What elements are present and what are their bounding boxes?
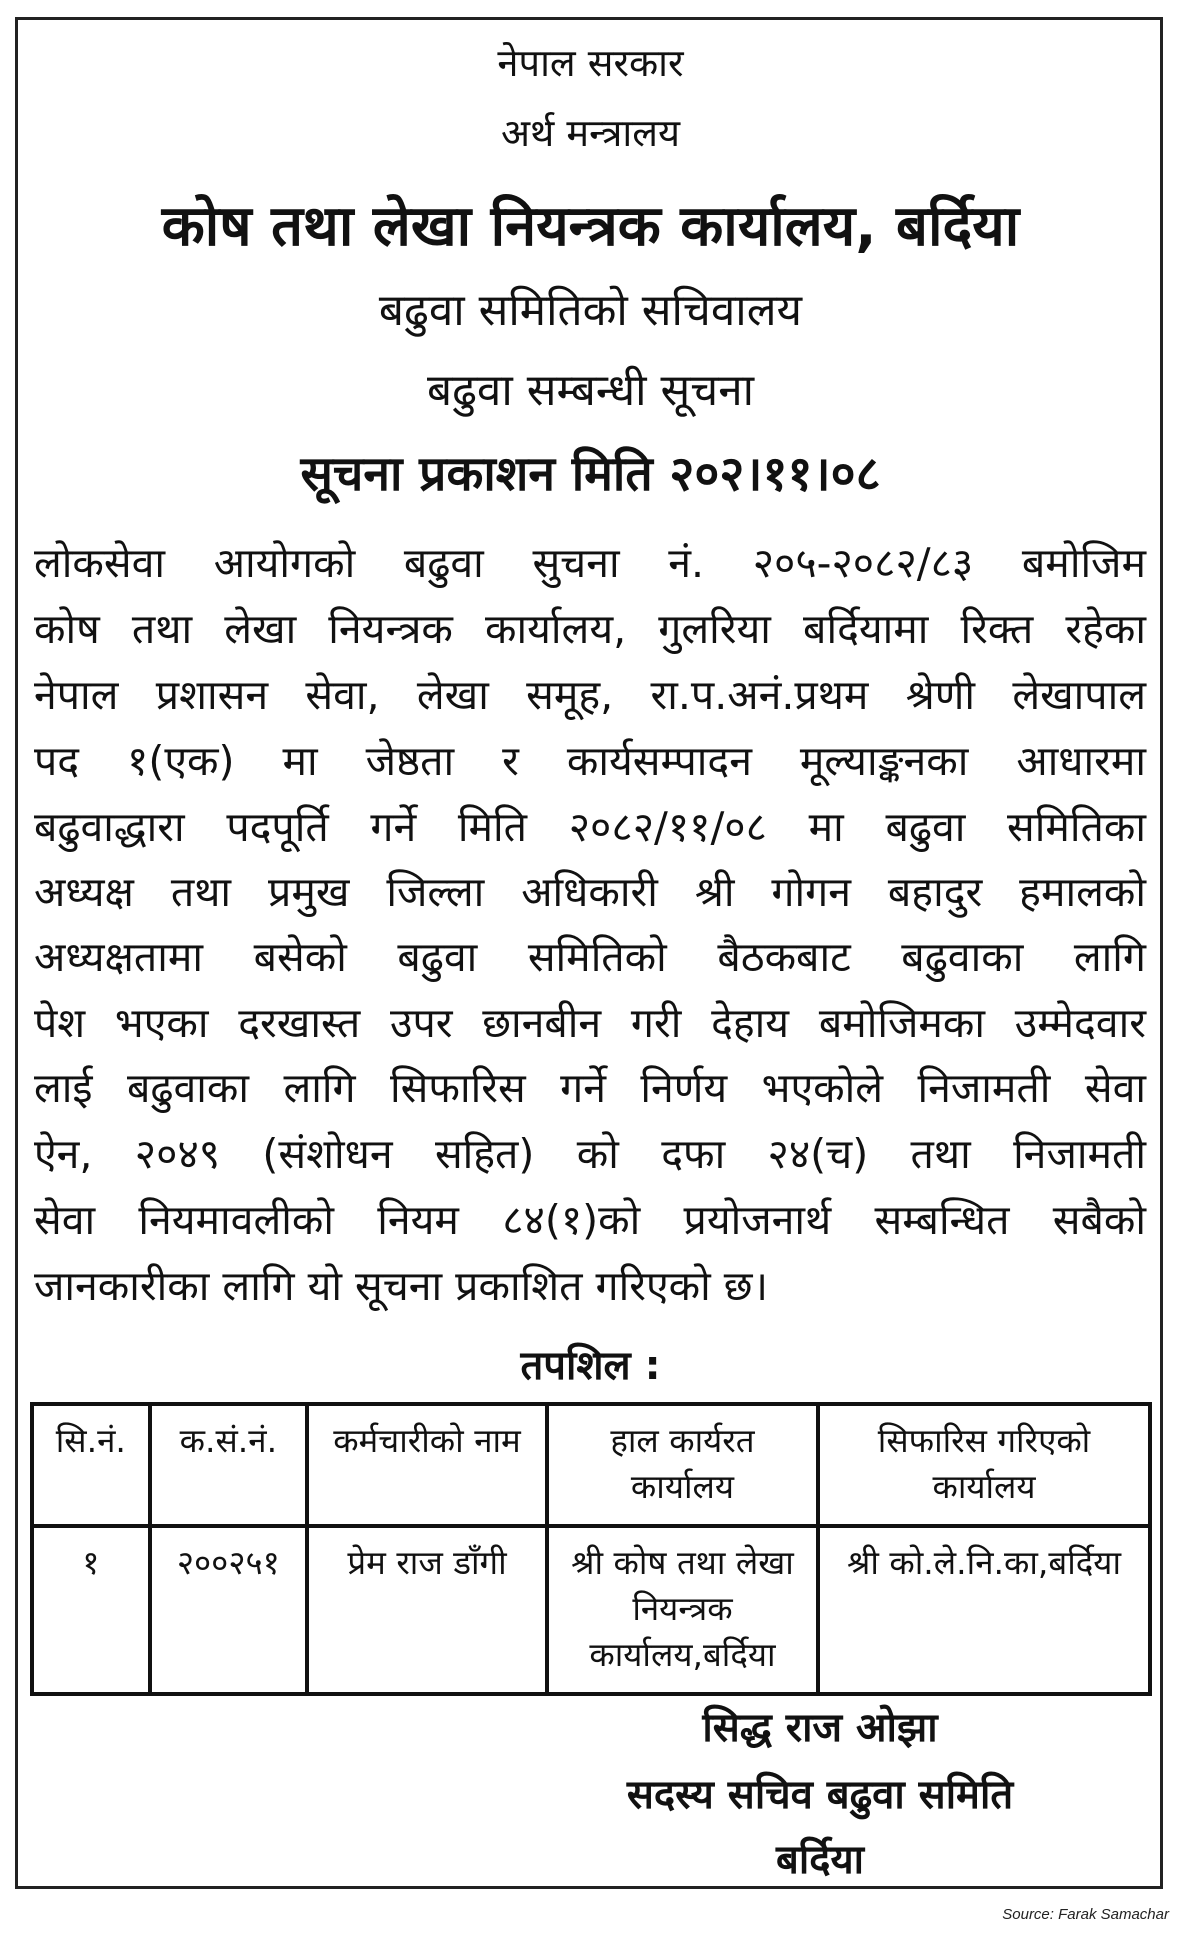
details-label: तपशिल : xyxy=(520,1343,661,1389)
notice-title: बढुवा सम्बन्धी सूचना xyxy=(426,365,755,416)
cell-code: २००२५१ xyxy=(150,1526,308,1694)
secretariat-label: बढुवा समितिको सचिवालय xyxy=(378,285,803,336)
body-line: पद १(एक) मा जेष्ठता र कार्यसम्पादन मूल्याङ्कनका आधारमा xyxy=(34,737,1146,785)
signatory-title: सदस्य सचिव बढुवा समिति xyxy=(626,1772,1014,1818)
office-heading: कोष तथा लेखा नियन्त्रक कार्यालय, बर्दिया xyxy=(161,194,1020,259)
cell-serial: १ xyxy=(32,1526,150,1694)
table-row xyxy=(32,1526,1150,1694)
body-line: बढुवाद्धारा पदपूर्ति गर्ने मिति २०८२/११/०८ मा बढुवा समितिका xyxy=(34,803,1146,851)
body-line: सेवा नियमावलीको नियम ८४(१)को प्रयोजनार्थ सम्बन्धित सबैको xyxy=(34,1196,1146,1244)
body-line: ऐन, २०४९ (संशोधन सहित) को दफा २४(च) तथा निजामती xyxy=(34,1130,1146,1178)
body-line: लोकसेवा आयोगको बढुवा सुचना नं. २०५-२०८२/८३ बमोजिम xyxy=(34,539,1146,587)
publish-date: सूचना प्रकाशन मिति २०२।११।०८ xyxy=(300,446,881,502)
body-line: लाई बढुवाका लागि सिफारिस गर्ने निर्णय भएकोले निजामती सेवा xyxy=(34,1064,1146,1112)
cell-current-office: श्री कोष तथा लेखा नियन्त्रक कार्यालय,बर्दिया xyxy=(547,1526,818,1694)
col-current-office: हाल कार्यरत कार्यालय xyxy=(547,1404,818,1526)
ministry-label: अर्थ मन्त्रालय xyxy=(500,111,681,155)
body-line: नेपाल प्रशासन सेवा, लेखा समूह, रा.प.अनं.प्रथम श्रेणी लेखापाल xyxy=(34,671,1146,719)
government-label: नेपाल सरकार xyxy=(497,41,684,85)
signatory-name: सिद्ध राज ओझा xyxy=(702,1705,938,1751)
source-credit: Source: Farak Samachar xyxy=(1002,1906,1169,1923)
col-name: कर्मचारीको नाम xyxy=(307,1404,547,1526)
body-line: कोष तथा लेखा नियन्त्रक कार्यालय, गुलरिया बर्दियामा रिक्त रहेका xyxy=(34,605,1146,653)
col-serial: सि.नं. xyxy=(32,1404,150,1526)
col-code: क.सं.नं. xyxy=(150,1404,308,1526)
table-header-row xyxy=(32,1404,1150,1526)
cell-recommended-office: श्री को.ले.नि.का,बर्दिया xyxy=(818,1526,1150,1694)
signatory-place: बर्दिया xyxy=(776,1837,864,1883)
col-recommended-office: सिफारिस गरिएको कार्यालय xyxy=(818,1404,1150,1526)
body-line: अध्यक्ष तथा प्रमुख जिल्ला अधिकारी श्री गोगन बहादुर हमालको xyxy=(34,868,1146,916)
promotion-table xyxy=(30,1402,1152,1696)
cell-name: प्रेम राज डाँगी xyxy=(307,1526,547,1694)
body-line: पेश भएका दरखास्त उपर छानबीन गरी देहाय बमोजिमका उम्मेदवार xyxy=(34,999,1146,1047)
body-line: अध्यक्षतामा बसेको बढुवा समितिको बैठकबाट बढुवाका लागि xyxy=(34,933,1146,981)
body-line: जानकारीका लागि यो सूचना प्रकाशित गरिएको छ। xyxy=(34,1262,769,1310)
